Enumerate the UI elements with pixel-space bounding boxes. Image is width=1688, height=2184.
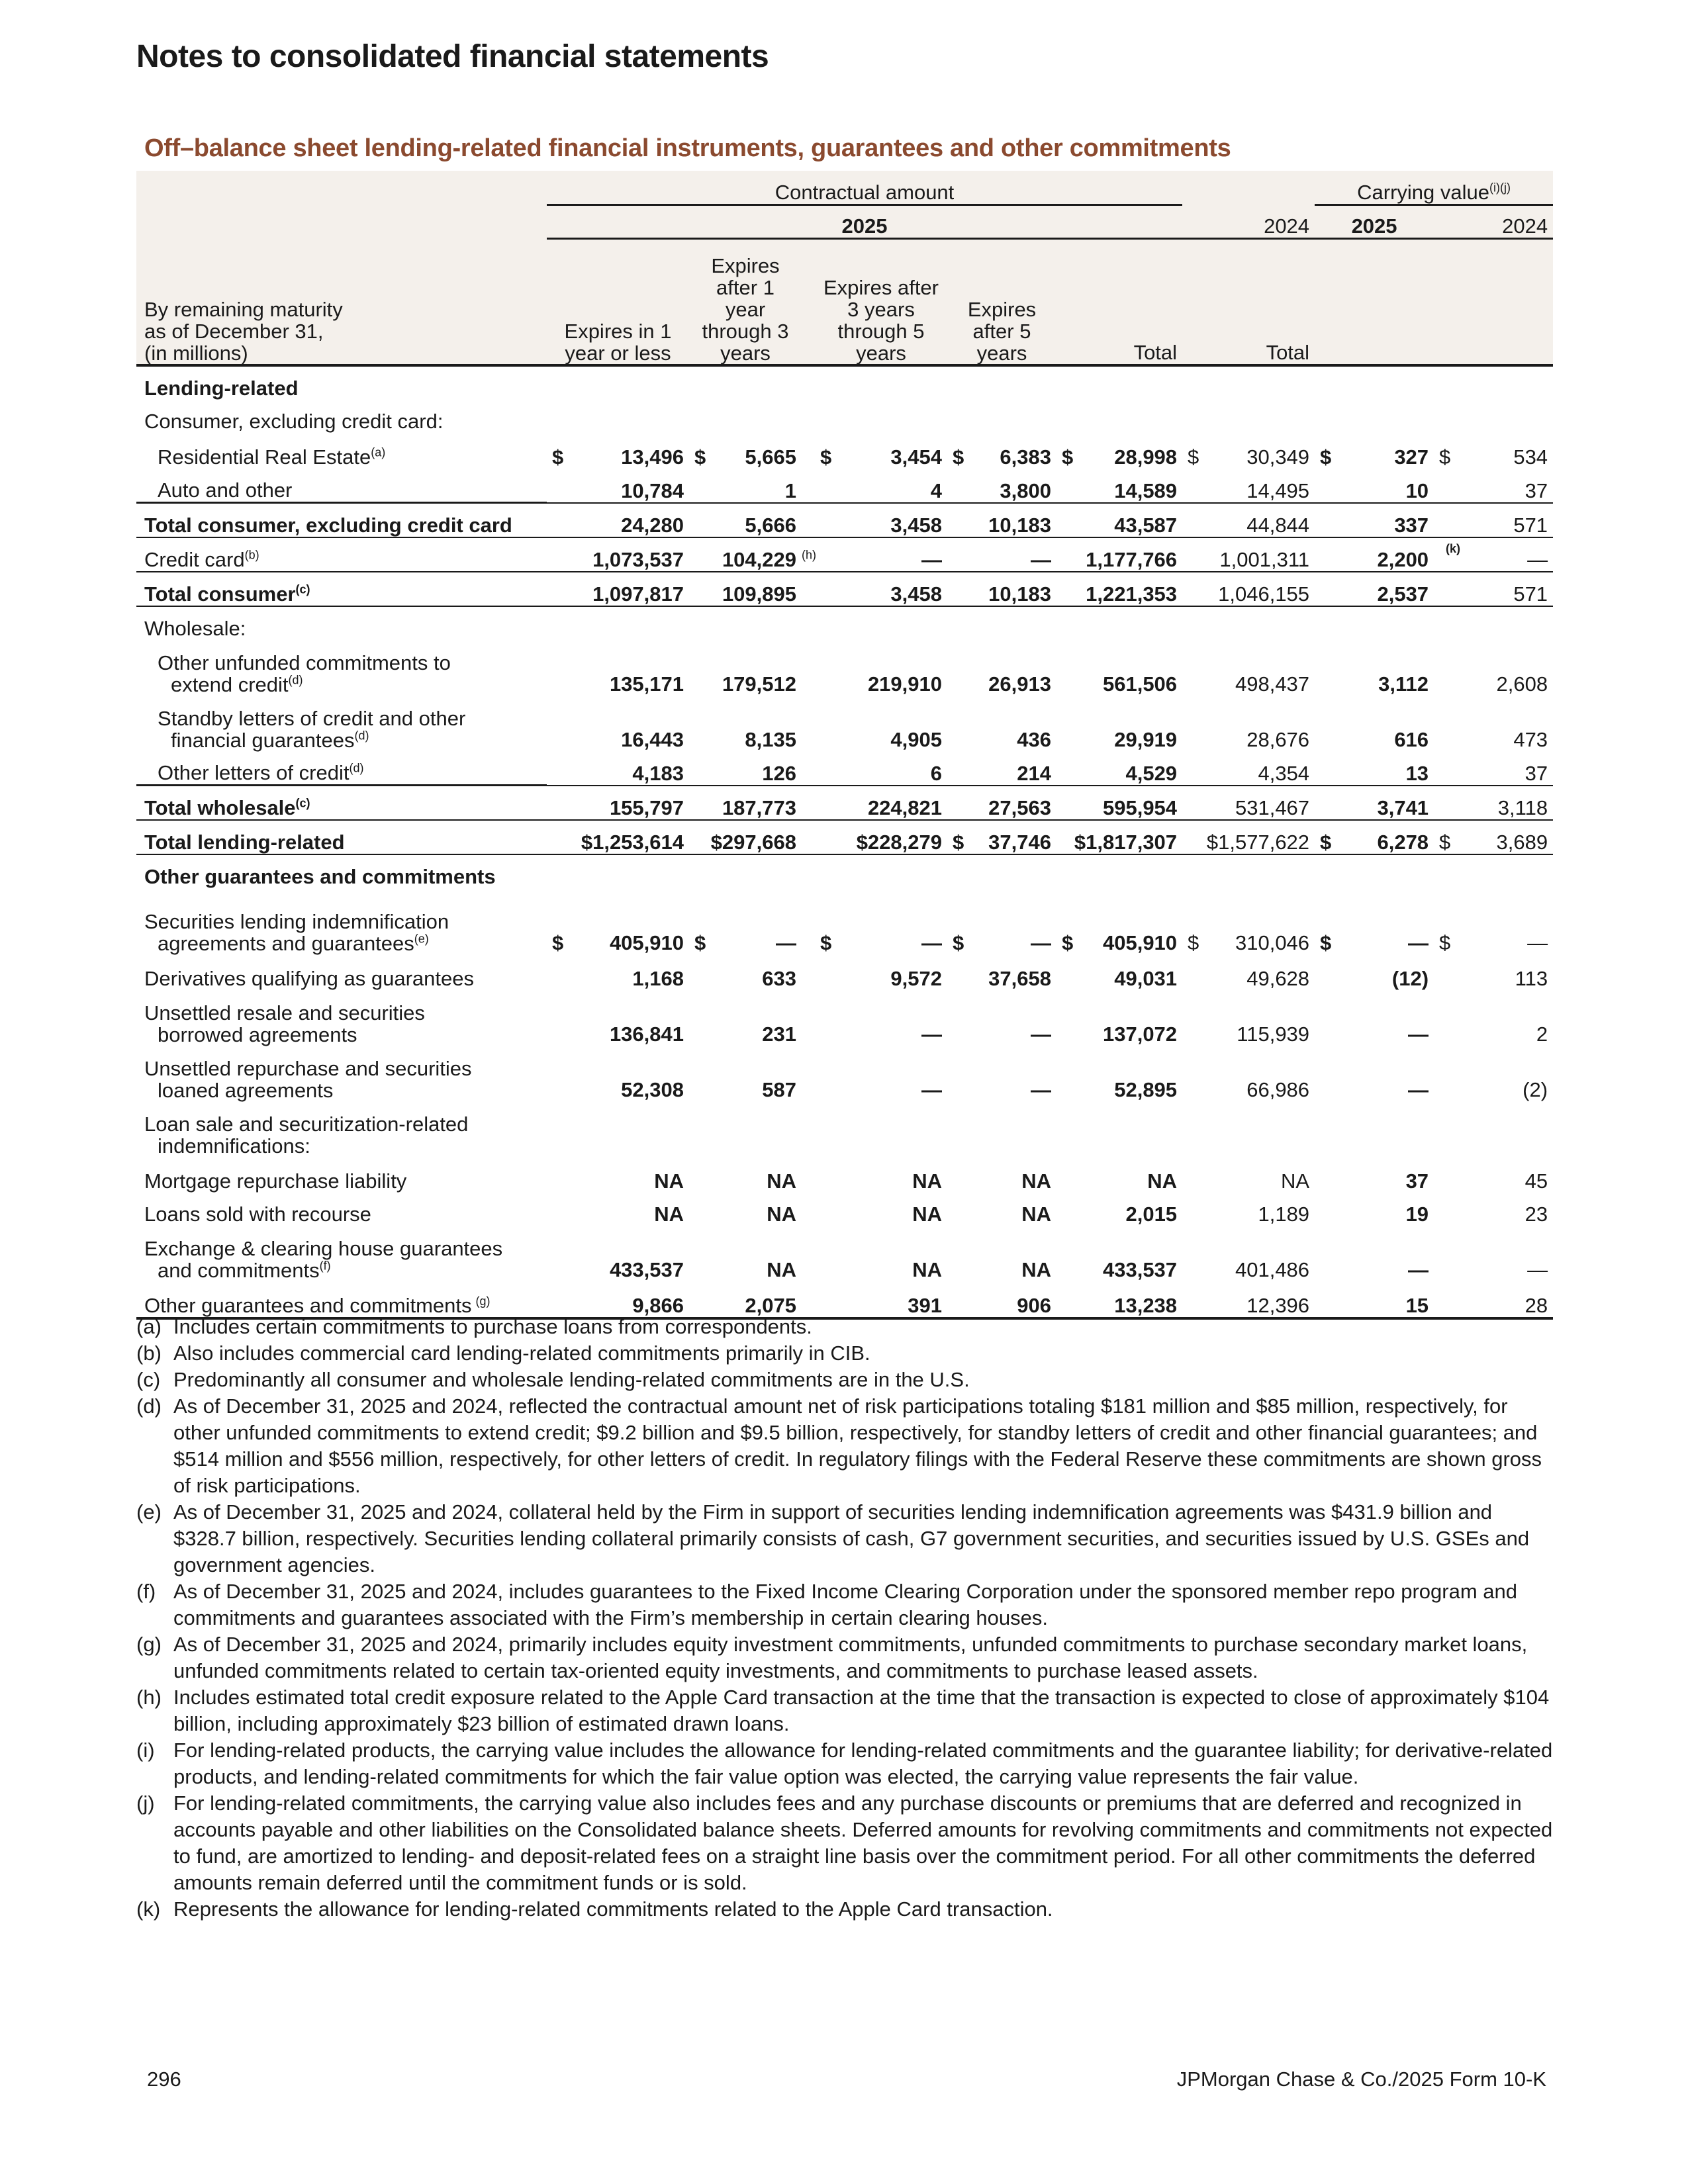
cell-value: 4: [815, 469, 947, 503]
row-label: [136, 433, 547, 469]
cell-value: 28: [1434, 1281, 1553, 1318]
cell-value: —: [1031, 1078, 1051, 1101]
row-label: [136, 1046, 547, 1101]
cell-value: 1,046,155: [1182, 572, 1315, 606]
footnote-ref: (c): [295, 796, 310, 810]
section-row-consumer: [136, 400, 1553, 433]
cell-value: $ —: [1439, 931, 1548, 954]
cell-value: NA: [1021, 1258, 1051, 1281]
cell-value: 1,168: [632, 967, 684, 990]
footnote-ref: (d): [354, 729, 369, 743]
row-label-text: Credit card: [144, 548, 245, 571]
section-other-guarantees: Other guarantees and commitments: [144, 865, 496, 888]
row-label-line-1: Exchange & clearing house guarantees: [144, 1237, 503, 1260]
cell-value: 187,773: [689, 786, 802, 821]
footnote-text: As of December 31, 2025 and 2024, includes guarantees to the Fixed Income Clearing Corporation under the sponsored member repo program and commitments and guarantees associated with the Firm’s membership in certain clearing houses.: [173, 1580, 1517, 1629]
footnotes: [136, 1314, 1553, 1923]
footnote-item: [136, 1499, 1553, 1578]
cell-value: 37: [1434, 751, 1553, 786]
row-label-line-2: financial guarantees$^{(d)}$: [171, 729, 369, 752]
cell-value: 10,784: [547, 469, 689, 503]
cell-value: 401,486: [1235, 1258, 1310, 1281]
cell-value: $ —: [953, 931, 1051, 954]
cell-value: $ 6,383: [953, 445, 1051, 469]
footnote-item: [136, 1314, 1553, 1340]
row-label-line-1: Securities lending indemnification: [144, 910, 449, 933]
table-row: [136, 786, 1553, 821]
cell-value: 571: [1434, 572, 1553, 606]
table-row: [136, 1046, 1553, 1101]
cell-value: 113: [1515, 967, 1548, 990]
cell-value: $ 405,910: [552, 931, 684, 954]
cell-value: 1,221,353: [1056, 572, 1182, 606]
footnote-letter: (i): [136, 1739, 155, 1762]
footnote-item: [136, 1578, 1553, 1631]
year-2025-header: 2025: [547, 205, 1182, 239]
footnote-item: [136, 1737, 1553, 1790]
section-consumer-ex-cc: Consumer, excluding credit card:: [144, 410, 444, 433]
section-row-loan-sale: [136, 1101, 1553, 1157]
footnote-item: [136, 1896, 1553, 1923]
row-label: [136, 786, 547, 821]
footnote-text: As of December 31, 2025 and 2024, collateral held by the Firm in support of securities lending indemnification agreements was $431.9 billion and $328.7 billion, respectively. Securities lending collateral primarily consists of cash, G7 government securities, and securities issued by U.S. GSEs and government agencies.: [173, 1500, 1530, 1576]
cell-value: NA: [767, 1203, 796, 1226]
row-label: [136, 888, 547, 954]
cell-value: $1,817,307: [1056, 820, 1182, 854]
footnote-ref: (a): [371, 445, 386, 459]
header-row-2: [136, 205, 1553, 239]
row-label-line-3: (in millions): [144, 341, 248, 365]
row-label: [136, 537, 547, 572]
table-row: [136, 954, 1553, 990]
footnote-text: As of December 31, 2025 and 2024, primarily includes equity investment commitments, unfunded commitments to purchase secondary market loans, unfunded commitments related to certain tax-oriented equity investments, and commitments to purchase leased assets.: [173, 1633, 1528, 1682]
cell-value: $ 37,746: [947, 820, 1056, 854]
col-header-expires-after-5yr: Expires after 5 years: [947, 239, 1056, 366]
footnote-ref: (d): [288, 673, 303, 687]
cell-value: 52,308: [621, 1078, 684, 1101]
cell-value: 4,529: [1056, 751, 1182, 786]
footnote-text: As of December 31, 2025 and 2024, reflected the contractual amount net of risk participations totaling $181 million and $85 million, respectively, for other unfunded commitments to extend credit; $9.2 billion and $9.5 billion, respectively, for standby letters of credit and other financial guarantees; and $514 million and $556 million, respectively, for other letters of credit. In regulatory filings with the Federal Reserve these commitments are shown gross of risk participations.: [173, 1394, 1542, 1497]
footnote-letter: (h): [136, 1686, 162, 1709]
cell-value: 29,919: [1114, 728, 1178, 751]
cell-value: NA: [912, 1258, 942, 1281]
cell-value: (12): [1391, 967, 1429, 990]
cell-value: 3,112: [1378, 672, 1429, 696]
cell-value: NA: [767, 1169, 796, 1193]
row-label: Mortgage repurchase liability: [144, 1169, 407, 1193]
footnote-item: [136, 1393, 1553, 1499]
footnote-item: [136, 1631, 1553, 1684]
cell-value: —: [1527, 1258, 1548, 1281]
cell-value: 44,844: [1182, 503, 1315, 538]
cell-value: 14,495: [1182, 469, 1315, 503]
footnote-ref: (g): [475, 1294, 491, 1308]
row-label-line-1: Unsettled repurchase and securities: [144, 1057, 472, 1080]
cell-value: 43,587: [1056, 503, 1182, 538]
cell-value: 66,986: [1246, 1078, 1310, 1101]
table-row: [136, 433, 1553, 469]
cell-value: $ —: [694, 931, 796, 954]
footnote-text: Represents the allowance for lending-related commitments related to the Apple Card transaction.: [173, 1897, 1053, 1921]
cell-value: 4,354: [1182, 751, 1315, 786]
cell-value: 3,458: [815, 572, 947, 606]
commitments-table-container: [136, 171, 1553, 1320]
cell-value: —: [1408, 1078, 1429, 1101]
cell-value: 433,537: [609, 1258, 684, 1281]
cell-value: 49,031: [1114, 967, 1178, 990]
cell-value: NA: [1021, 1203, 1051, 1226]
cell-value: NA: [767, 1258, 796, 1281]
table-row: [136, 640, 1553, 696]
row-label: [136, 1226, 547, 1281]
row-label: [136, 572, 547, 606]
col-header-total-2024: Total: [1182, 239, 1315, 366]
table-row: [136, 537, 1553, 572]
cell-value: $ 28,998: [1062, 445, 1178, 469]
cell-value: 2,200 (k): [1315, 537, 1434, 572]
cell-value: —: [1408, 1023, 1429, 1046]
contractual-amount-header: Contractual amount: [547, 171, 1182, 205]
cell-value: 9,572: [890, 967, 942, 990]
row-label-text: Total wholesale: [144, 796, 296, 819]
cell-value: 436: [1017, 728, 1051, 751]
table-row: [136, 990, 1553, 1046]
table-title: Off–balance sheet lending-related financial instruments, guarantees and other commitments: [144, 134, 1231, 162]
section-row-lending: [136, 365, 1553, 400]
cell-value: 561,506: [1102, 672, 1178, 696]
footnote-text: Includes certain commitments to purchase loans from correspondents.: [173, 1315, 812, 1338]
table-row: [136, 1157, 1553, 1193]
cell-value: 14,589: [1056, 469, 1182, 503]
cell-value: —: [921, 1023, 942, 1046]
cell-value: $1,253,614: [547, 820, 689, 854]
carrying-value-note: (i)(j): [1489, 181, 1511, 195]
row-label-line-2: agreements and guarantees$^{(e)}$: [158, 932, 429, 955]
cell-value: 595,954: [1056, 786, 1182, 821]
row-label: [136, 696, 547, 751]
footnote-item: [136, 1340, 1553, 1367]
cell-value: 219,910: [867, 672, 942, 696]
section-loan-sale-line-2: indemnifications:: [158, 1134, 310, 1158]
cell-value: 28,676: [1246, 728, 1310, 751]
cell-value: 4,183: [547, 751, 689, 786]
cell-value: $ —: [1320, 931, 1429, 954]
cell-value: $1,577,622: [1182, 820, 1315, 854]
cell-value: 3,741: [1315, 786, 1434, 821]
cell-value: 109,895: [689, 572, 802, 606]
table-row: [136, 1193, 1553, 1226]
footnote-letter: (a): [136, 1315, 162, 1338]
cell-value: $ 3,689: [1434, 820, 1553, 854]
page-footer: JPMorgan Chase & Co./2025 Form 10-K: [1176, 2068, 1546, 2091]
section-loan-sale-line-1: Loan sale and securitization-related: [144, 1113, 469, 1136]
cell-value: 391: [815, 1281, 947, 1318]
cell-value: 45: [1524, 1169, 1548, 1193]
cell-value: 3,458: [815, 503, 947, 538]
cell-value: $297,668: [689, 820, 802, 854]
row-label-line-1: Unsettled resale and securities: [144, 1001, 425, 1024]
footnote-text: Also includes commercial card lending-related commitments primarily in CIB.: [173, 1342, 870, 1365]
carrying-value-label: Carrying value: [1357, 181, 1489, 204]
cell-value: 13,238: [1056, 1281, 1182, 1318]
row-label-text: Other letters of credit: [158, 761, 350, 784]
row-label: [136, 640, 547, 696]
table-row: [136, 1226, 1553, 1281]
cell-value: 23: [1524, 1203, 1548, 1226]
page-number: 296: [147, 2068, 181, 2091]
cell-value: 433,537: [1102, 1258, 1178, 1281]
footnote-letter: (d): [136, 1394, 162, 1418]
cell-value: 3,118: [1434, 786, 1553, 821]
cell-value: —: [1031, 1023, 1051, 1046]
row-label-text: Residential Real Estate: [158, 445, 371, 469]
cell-value: 337: [1315, 503, 1434, 538]
header-row-3: [136, 239, 1553, 366]
cell-value: 27,563: [947, 786, 1056, 821]
footnote-letter: (b): [136, 1342, 162, 1365]
cell-value: NA: [1021, 1169, 1051, 1193]
row-label-line-2: extend credit$^{(d)}$: [171, 673, 303, 696]
table-row: [136, 503, 1553, 538]
cell-value: 633: [762, 967, 796, 990]
table-row: [136, 820, 1553, 854]
footnote-ref: (e): [414, 932, 429, 946]
cell-value: 3,800: [947, 469, 1056, 503]
row-label: Auto and other: [158, 478, 293, 502]
footnote-ref-h: (h): [802, 548, 816, 562]
cell-value: 2: [1536, 1023, 1548, 1046]
cell-value: 531,467: [1182, 786, 1315, 821]
col-header-total-2025: Total: [1056, 239, 1182, 366]
cell-value: 37: [1434, 469, 1553, 503]
cell-value: 2,075: [689, 1281, 802, 1318]
cell-value: —: [1434, 537, 1553, 572]
cell-value: NA: [654, 1203, 684, 1226]
footnote-letter: (k): [136, 1897, 161, 1921]
section-row-wholesale: [136, 606, 1553, 640]
cell-value: 1: [689, 469, 802, 503]
cell-value: $228,279: [815, 820, 947, 854]
footnote-ref: (b): [244, 548, 259, 562]
cell-value: $ 534: [1439, 445, 1548, 469]
row-label-line-2: loaned agreements: [158, 1079, 334, 1102]
cell-value: 9,866: [547, 1281, 689, 1318]
cell-value: 24,280: [547, 503, 689, 538]
cell-value: NA: [654, 1169, 684, 1193]
row-label-line-2: and commitments$^{(f)}$: [158, 1259, 331, 1282]
footnote-letter: (g): [136, 1633, 162, 1656]
cell-value: 115,939: [1237, 1023, 1310, 1046]
cell-value: 10,183: [947, 503, 1056, 538]
cell-value: 8,135: [745, 728, 796, 751]
carrying-2024-header: 2024: [1434, 205, 1553, 239]
cell-value: 37,658: [988, 967, 1051, 990]
section-lending-related: Lending-related: [144, 377, 299, 400]
cell-value: 616: [1394, 728, 1429, 751]
page-heading: Notes to consolidated financial statements: [136, 39, 769, 74]
footnote-ref: (d): [349, 761, 364, 775]
footnote-letter: (j): [136, 1792, 155, 1815]
row-label-text: Total consumer: [144, 582, 296, 606]
commitments-table: [136, 171, 1553, 1320]
cell-value: 2,608: [1496, 672, 1548, 696]
cell-value: 2,537: [1315, 572, 1434, 606]
section-loan-sale: [136, 1101, 547, 1157]
footnote-letter: (f): [136, 1580, 156, 1603]
footnote-text: Predominantly all consumer and wholesale lending-related commitments are in the U.S.: [173, 1368, 970, 1391]
cell-value: 214: [947, 751, 1056, 786]
footnote-letter: (c): [136, 1368, 161, 1391]
cell-value: 26,913: [988, 672, 1051, 696]
carrying-value-header: [1315, 171, 1553, 205]
cell-value: 155,797: [547, 786, 689, 821]
cell-value: $ 310,046: [1188, 931, 1310, 954]
cell-value: 587: [762, 1078, 796, 1101]
col-header-expires-1-3yr: Expires after 1 year through 3 years: [689, 239, 802, 366]
section-wholesale: Wholesale:: [144, 617, 246, 640]
footnote-item: [136, 1684, 1553, 1737]
cell-value: —: [815, 537, 947, 572]
row-label-line-2: as of December 31,: [144, 320, 324, 343]
col-header-expires-1yr: Expires in 1 year or less: [547, 239, 689, 366]
cell-value: 12,396: [1182, 1281, 1315, 1318]
cell-value: $ 3,454: [820, 445, 942, 469]
cell-value: $ 5,665: [694, 445, 796, 469]
cell-value: $ 13,496: [552, 445, 684, 469]
cell-value: 137,072: [1102, 1023, 1178, 1046]
row-label: Total lending-related: [136, 820, 547, 854]
cell-value: —: [947, 537, 1056, 572]
cell-value: 179,512: [722, 672, 796, 696]
cell-value: 1,177,766: [1056, 537, 1182, 572]
row-label-line-2: borrowed agreements: [158, 1023, 357, 1046]
table-row: [136, 751, 1553, 786]
footnote-letter: (e): [136, 1500, 162, 1524]
cell-value: $ 327: [1320, 445, 1429, 469]
cell-value: 104,229: [689, 537, 802, 572]
cell-value: 49,628: [1246, 967, 1310, 990]
cell-value: 473: [1513, 728, 1548, 751]
cell-value: 571: [1434, 503, 1553, 538]
cell-value: 2,015: [1125, 1203, 1178, 1226]
cell-value: 15: [1315, 1281, 1434, 1318]
table-row: [136, 1281, 1553, 1318]
header-row-1: [136, 171, 1553, 205]
cell-value: 906: [947, 1281, 1056, 1318]
footnote-item: [136, 1790, 1553, 1896]
cell-value: NA: [912, 1169, 942, 1193]
cell-value: $ 405,910: [1062, 931, 1178, 954]
cell-value: 126: [689, 751, 802, 786]
cell-value: $ 6,278: [1315, 820, 1434, 854]
cell-value: NA: [1147, 1169, 1178, 1193]
col-header-expires-3-5yr: Expires after 3 years through 5 years: [815, 239, 947, 366]
cell-value: 10,183: [947, 572, 1056, 606]
row-label: Derivatives qualifying as guarantees: [144, 967, 474, 990]
year-2024-header: 2024: [1182, 205, 1315, 239]
cell-value: 1,189: [1258, 1203, 1310, 1226]
cell-value: 1,001,311: [1182, 537, 1315, 572]
table-row: [136, 696, 1553, 751]
cell-value: 136,841: [609, 1023, 684, 1046]
row-label-header: [136, 239, 547, 366]
cell-value: $ —: [820, 931, 942, 954]
footnote-ref: (c): [295, 582, 310, 596]
cell-value: 13: [1315, 751, 1434, 786]
row-label: [136, 1281, 547, 1318]
footnote-text: Includes estimated total credit exposure related to the Apple Card transaction at the time that the transaction is expected to close of approximately $104 billion, including approximately $23 billion of estimated drawn loans.: [173, 1686, 1550, 1735]
cell-value: 498,437: [1235, 672, 1310, 696]
cell-value: 4,905: [890, 728, 942, 751]
cell-value: 1,073,537: [547, 537, 689, 572]
row-label: Loans sold with recourse: [144, 1203, 371, 1226]
row-label-line-1: By remaining maturity: [144, 298, 343, 321]
row-label-text: Other guarantees and commitments: [144, 1294, 472, 1317]
row-label-line-1: Standby letters of credit and other: [158, 707, 466, 730]
cell-value: —: [921, 1078, 942, 1101]
table-row: [136, 572, 1553, 606]
cell-value: 10: [1315, 469, 1434, 503]
cell-value: 6: [815, 751, 947, 786]
cell-value: 16,443: [621, 728, 684, 751]
row-label: [136, 990, 547, 1046]
footnote-ref: (f): [319, 1259, 331, 1273]
cell-value: 37: [1405, 1169, 1429, 1193]
cell-value: 5,666: [689, 503, 802, 538]
table-row: [136, 888, 1553, 954]
cell-value: $ 30,349: [1188, 445, 1310, 469]
table-row: [136, 469, 1553, 503]
cell-value: 135,171: [609, 672, 684, 696]
cell-value: 1,097,817: [547, 572, 689, 606]
cell-value: 231: [762, 1023, 796, 1046]
footnote-item: [136, 1367, 1553, 1393]
cell-value: NA: [912, 1203, 942, 1226]
row-label-line-1: Other unfunded commitments to: [158, 651, 451, 674]
cell-value: 52,895: [1114, 1078, 1178, 1101]
carrying-2025-header: 2025: [1315, 205, 1434, 239]
cell-value: 19: [1405, 1203, 1429, 1226]
cell-value: 224,821: [815, 786, 947, 821]
row-label: Total consumer, excluding credit card: [136, 503, 547, 538]
cell-value: NA: [1280, 1169, 1310, 1193]
footnote-text: For lending-related products, the carrying value includes the allowance for lending-related commitments and the guarantee liability; for derivative-related products, and lending-related commitments for which the fair value option was elected, the carrying value represents the fair value.: [173, 1739, 1553, 1788]
row-label: [136, 751, 547, 786]
section-row-other: [136, 854, 1553, 888]
cell-value: (2): [1523, 1078, 1548, 1101]
cell-value: —: [1408, 1258, 1429, 1281]
footnote-text: For lending-related commitments, the carrying value also includes fees and any purchase discounts or premiums that are deferred and recognized in accounts payable and other liabilities on the Consolidated balance sheets. Deferred amounts for revolving commitments and commitments not expected to fund, are amortized to lending- and deposit-related fees on a straight line basis over the commitment period. For all other commitments the deferred amounts remain deferred until the commitment funds or is sold.: [173, 1792, 1553, 1894]
